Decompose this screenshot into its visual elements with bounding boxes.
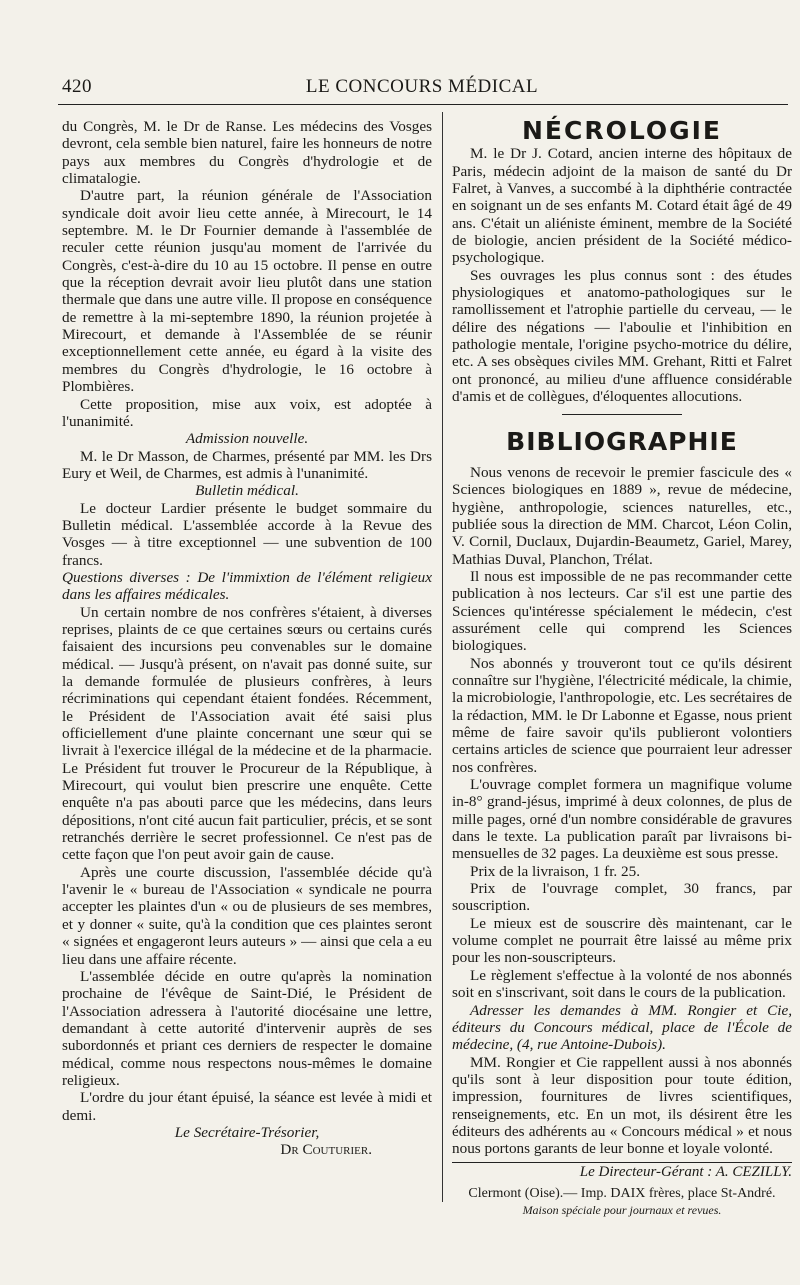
paragraph: Prix de l'ouvrage complet, 30 francs, par souscription. bbox=[452, 880, 792, 915]
paragraph: Cette proposition, mise aux voix, est adoptée à l'unanimité. bbox=[62, 395, 432, 430]
paragraph: Il nous est impossible de ne pas recommander cette publication à nos lecteurs. Car s'il est une partie des Sciences qu'intéresse spécialement le médecin, c'est assurément celle qui comprend les Sciences biologiques. bbox=[452, 567, 792, 655]
right-column bbox=[452, 118, 792, 1158]
left-column bbox=[62, 118, 432, 1159]
printer-line: Clermont (Oise).— Imp. DAIX frères, place St-André. bbox=[468, 1186, 776, 1201]
bibliographie-heading: BIBLIOGRAPHIE bbox=[506, 426, 738, 456]
column-divider bbox=[442, 112, 443, 1202]
necrologie-heading: NÉCROLOGIE bbox=[521, 116, 723, 145]
paragraph: M. le Dr Masson, de Charmes, présenté par MM. les Drs Eury et Weil, de Charmes, est admis à l'unanimité. bbox=[62, 447, 432, 482]
paragraph: L'assemblée décide en outre qu'après la nomination prochaine de l'évêque de Saint-Dié, le Président de l'Association adressera à l'autorité diocésaine une lettre, demandant à cette autorité d'intervenir auprès de ses subordonnés et priant ces derniers de respecter le domaine médical, comme nous respectons nous-mêmes le domaine religieux. bbox=[62, 967, 432, 1089]
paragraph: Un certain nombre de nos confrères s'étaient, à diverses reprises, plaints de ce que certaines sœurs ou certains curés faisaient des incursions peu convenables sur le domaine médical. — Jusqu'à présent, on n'avait pas donné suite, sur la demande formulée de plusieurs confrères, à leurs récriminations qui cependant étaient fondées. Récemment, le Président de l'Association avait été saisi plus officiellement d'une plainte concernant une sœur qui se livrait à l'exercice illégal de la médecine et de la pharmacie. Le Président fut trouver le Procureur de la République, à Mirecourt, qui voulut bien prescrire une enquête. Cette enquête n'a pas abouti parce que les médecins, dans leurs dépositions, n'ont cité aucun fait particulier, précis, et se sont retranchés derrière le secret professionnel. Ce n'est pas de cette façon que l'on peut avoir gain de cause. bbox=[62, 603, 432, 864]
paragraph: Le règlement s'effectue à la volonté de nos abonnés soit en s'inscrivant, soit dans le cours de la publication. bbox=[452, 966, 792, 1002]
paragraph: M. le Dr J. Cotard, ancien interne des hôpitaux de Paris, médecin adjoint de la maison de santé du Dr Falret, à Vanves, a succombé à la diphthérie contractée en soignant un de ses enfants M. Cotard était âgé de 49 ans. C'était un aliéniste éminent, membre de la Société de biologie, ancien président de la Société médico-psychologique. bbox=[452, 145, 792, 267]
paragraph: Adresser les demandes à MM. Rongier et Cie, éditeurs du Concours médical, place de l'École de médecine, (4, rue Antoine-Dubois). bbox=[452, 1001, 792, 1054]
journal-title: LE CONCOURS MÉDICAL bbox=[305, 76, 539, 97]
header-rule bbox=[58, 104, 788, 105]
paragraph: L'ouvrage complet formera un magnifique volume in-8° grand-jésus, imprimé à deux colonnes, de plus de mille pages, orné d'un nombre considérable de gravures dans le texte. La publication paraît par livraisons bi-mensuelles de 32 pages. La deuxième est sous presse. bbox=[452, 776, 792, 863]
signature-title: Le Secrétaire-Trésorier, bbox=[174, 1123, 320, 1141]
paragraph: Ses ouvrages les plus connus sont : des études physiologiques et anatomo-pathologiques sur le ramollissement et l'atrophie partielle du cerveau, — le délire des négations — l'aboulie et l'inhibition en pathologie mentale, l'origine psycho-motrice du délire, etc. A ses obsèques civiles MM. Grehant, Ritti et Falret ont prononcé, au milieu d'une affluence considérable d'amis et de collègues, d'éloquentes allocutions. bbox=[452, 266, 792, 406]
paragraph: Le docteur Lardier présente le budget sommaire du Bulletin médical. L'assemblée accorde à la Revue des Vosges — à titre exceptionnel — une subvention de 100 francs. bbox=[62, 499, 432, 569]
section-rule bbox=[562, 414, 682, 415]
signature-name: Dr Couturier. bbox=[280, 1141, 372, 1159]
section-heading-admission: Admission nouvelle. bbox=[185, 430, 309, 448]
section-heading-questions: Questions diverses : De l'immixtion de l'élément religieux dans les affaires médicales. bbox=[62, 568, 432, 604]
paragraph: Nos abonnés y trouveront tout ce qu'ils désirent connaître sur l'hygiène, l'électricité médicale, la chimie, la microbiologie, l'anthropologie, etc. Les secrétaires de la rédaction, MM. le Dr Labonne et Egasse, nous prient même de faire savoir qu'ils publieront volontiers certains articles de science que pourraient leur adresser nos confrères. bbox=[452, 654, 792, 776]
paragraph: du Congrès, M. le Dr de Ranse. Les médecins des Vosges devront, cela semble bien naturel, faire les honneurs de notre pays aux membres du Congrès d'hydrologie et de climatalogie. bbox=[62, 118, 432, 188]
paragraph: MM. Rongier et Cie rappellent aussi à nos abonnés qu'ils sont à leur disposition pour toute édition, impression, fournitures de livres scientifiques, renseignements, etc. En un mot, ils désirent être les éditeurs des adhérents au « Concours médical » et nous nous portons garants de leur bonne et loyale volonté. bbox=[452, 1053, 792, 1158]
paragraph: L'ordre du jour étant épuisé, la séance est levée à midi et demi. bbox=[62, 1089, 432, 1124]
paragraph: D'autre part, la réunion générale de l'Association syndicale doit avoir lieu cette année, à Mirecourt, le 14 septembre. M. le Dr Fournier demande à l'assemblée de reculer cette réunion jusqu'au moment de l'arrivée du Congrès, c'est-à-dire du 10 au 15 octobre. Il pense en outre que la réception devrait avoir lieu plutôt dans une station thermale que dans une autre ville. Il propose en conséquence de remettre à la mi-septembre 1890, la réunion projetée à Mirecourt, et demande à l'Assemblée de se réunir exceptionnellement cette année, eu égard à la visite des membres du Congrès d'hydrologie, le 16 octobre à Plombières. bbox=[62, 187, 432, 396]
section-heading-bulletin: Bulletin médical. bbox=[195, 482, 299, 500]
director-line: Le Directeur-Gérant : A. CEZILLY. bbox=[579, 1164, 792, 1180]
footer-rule bbox=[452, 1162, 792, 1163]
paragraph: Nous venons de recevoir le premier fascicule des « Sciences biologiques en 1889 », revue de médecine, hygiène, anthropologie, sciences naturelles, etc., publiée sous la direction de MM. Charcot, Léon Colin, V. Cornil, Duclaux, Dujardin-Beaumetz, Gariel, Marey, Mathias Duval, Planchon, Trélat. bbox=[452, 463, 792, 568]
page-header bbox=[62, 76, 782, 102]
paragraph: Le mieux est de souscrire dès maintenant, car le volume complet ne pourrait être laissé au même prix pour les non-souscripteurs. bbox=[452, 914, 792, 967]
paragraph: Prix de la livraison, 1 fr. 25. bbox=[470, 862, 640, 880]
page-number: 420 bbox=[62, 76, 92, 97]
printer-house-line: Maison spéciale pour journaux et revues. bbox=[522, 1203, 722, 1217]
paragraph: Après une courte discussion, l'assemblée décide qu'à l'avenir le « bureau de l'Association « syndicale ne pourra accepter les plaintes d'un « ou de plusieurs de ses membres, et y donner « suite, qu'à la condition que ces plaintes seront « signées et engageront leurs auteurs » — ainsi que cela a eu lieu dans une affaire récente. bbox=[62, 863, 432, 968]
